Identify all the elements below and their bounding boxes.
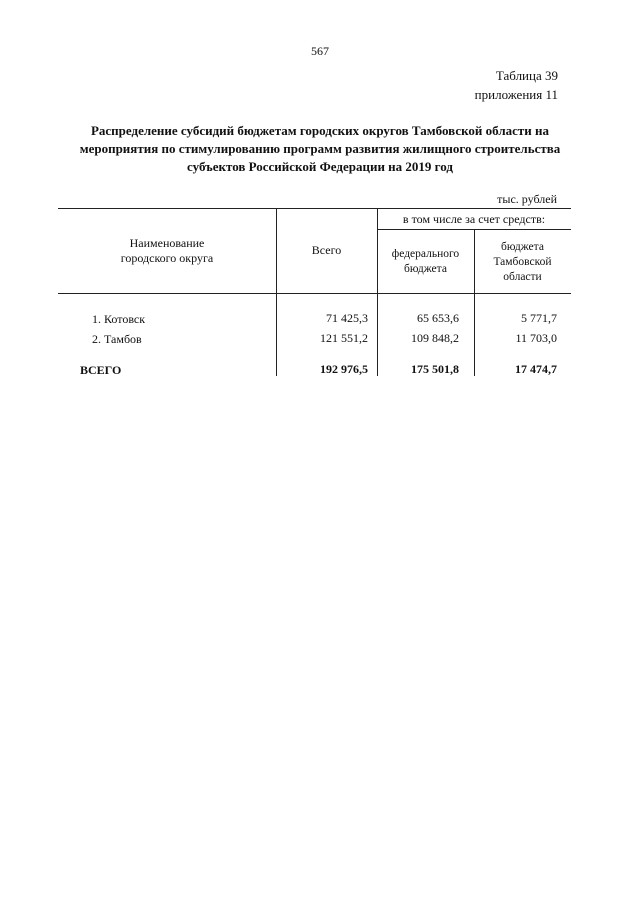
- header-regional-line1: бюджета: [501, 241, 544, 253]
- row-2-name: 2. Тамбов: [92, 332, 142, 346]
- row-2-total: 121 551,2: [320, 331, 368, 345]
- table-ref-line2: приложения 11: [474, 87, 558, 102]
- header-total: Всего: [311, 243, 342, 257]
- row-1-name: 1. Котовск: [92, 312, 146, 326]
- page-number: 567: [311, 44, 329, 58]
- table-reference: [475, 66, 558, 104]
- column-divider-2: [377, 208, 378, 376]
- table-top-rule: [58, 208, 571, 209]
- column-divider-1: [276, 208, 277, 376]
- title-line1: Распределение субсидий бюджетам городских округов Тамбовской области на: [90, 123, 550, 138]
- header-federal: [377, 247, 474, 277]
- total-row-total: 192 976,5: [320, 362, 368, 376]
- units-label: тыс. рублей: [497, 192, 557, 206]
- header-name-line2: городского округа: [120, 251, 214, 265]
- total-row-federal: 175 501,8: [411, 362, 459, 376]
- header-federal-line1: федерального: [391, 248, 460, 260]
- total-row-name: ВСЕГО: [80, 363, 122, 377]
- header-bottom-rule: [58, 293, 571, 294]
- header-name-line1: Наименование: [129, 236, 205, 250]
- header-regional: [474, 240, 571, 285]
- title-line2: мероприятия по стимулированию программ развития жилищного строительства: [79, 141, 561, 156]
- document-title: [60, 122, 580, 176]
- header-including: в том числе за счет средств:: [402, 212, 546, 226]
- header-regional-line3: области: [503, 271, 542, 283]
- row-1-federal: 65 653,6: [417, 311, 459, 325]
- row-2-federal: 109 848,2: [411, 331, 459, 345]
- header-name: [58, 236, 276, 266]
- header-regional-line2: Тамбовской: [493, 256, 552, 268]
- table-ref-line1: Таблица 39: [495, 68, 558, 83]
- title-line3: субъектов Российской Федерации на 2019 год: [187, 159, 453, 174]
- total-row-regional: 17 474,7: [515, 362, 557, 376]
- row-1-total: 71 425,3: [326, 311, 368, 325]
- header-federal-line2: бюджета: [404, 263, 447, 275]
- row-2-regional: 11 703,0: [515, 331, 557, 345]
- row-1-regional: 5 771,7: [521, 311, 557, 325]
